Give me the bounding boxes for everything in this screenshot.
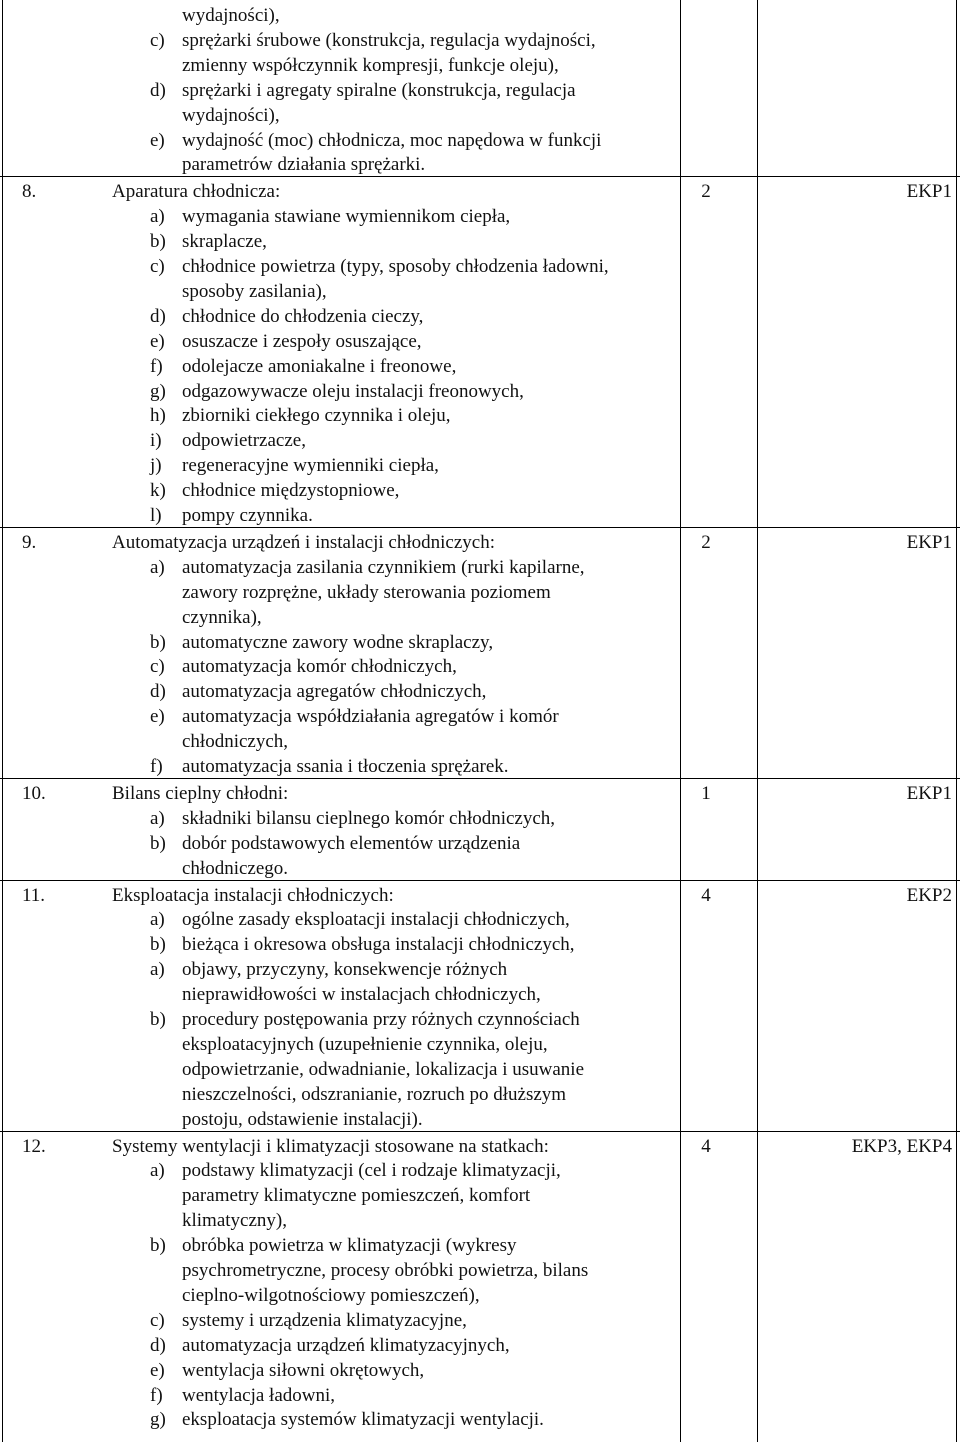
section-4-line-0-text: podstawy klimatyzacji (cel i rodzaje klimatyzacji, bbox=[182, 1160, 561, 1182]
section-3-line-4-marker: b) bbox=[150, 1009, 166, 1030]
section-4-line-6-marker: c) bbox=[150, 1309, 165, 1331]
section-2-line-1-text: dobór podstawowych elementów urządzenia bbox=[182, 832, 521, 854]
section-effects: EKP2 bbox=[906, 884, 952, 906]
section-1-line-6-marker: e) bbox=[150, 706, 165, 728]
section-0-line-10-text: regeneracyjne wymienniki ciepła, bbox=[182, 455, 439, 477]
section-1-line-3-marker: b) bbox=[150, 631, 166, 653]
section-4-line-7-marker: d) bbox=[150, 1334, 166, 1356]
section-4-line-8-text: wentylacja siłowni okrętowych, bbox=[182, 1359, 425, 1381]
continuation-line-1-marker: c) bbox=[150, 29, 165, 51]
section-4-line-6-text: systemy i urządzenia klimatyzacyjne, bbox=[182, 1309, 467, 1331]
section-4-line-9-text: wentylacja ładowni, bbox=[182, 1384, 336, 1406]
section-3-line-7-text: nieszczelności, odszranianie, rozruch po dłuższym bbox=[182, 1083, 567, 1105]
section-3-line-4-text: procedury postępowania przy różnych czynnościach bbox=[182, 1009, 580, 1030]
row-separator bbox=[0, 1131, 960, 1132]
section-title: Bilans cieplny chłodni: bbox=[112, 782, 289, 804]
section-0-line-9-marker: i) bbox=[150, 430, 162, 452]
section-1-line-3-text: automatyczne zawory wodne skraplaczy, bbox=[182, 631, 494, 653]
section-3-line-0-marker: a) bbox=[150, 909, 165, 931]
table-divider-content bbox=[680, 0, 681, 1442]
section-number: 11. bbox=[22, 884, 46, 906]
section-4-line-10-text: eksploatacja systemów klimatyzacji wentylacji. bbox=[182, 1409, 544, 1431]
row-separator bbox=[0, 176, 960, 177]
section-1-line-4-text: automatyzacja komór chłodniczych, bbox=[182, 656, 457, 678]
section-effects: EKP3, EKP4 bbox=[851, 1135, 952, 1157]
section-3-line-1-text: bieżąca i okresowa obsługa instalacji chłodniczych, bbox=[182, 934, 575, 956]
section-0-line-2-marker: c) bbox=[150, 256, 165, 277]
section-4-line-7-text: automatyzacja urządzeń klimatyzacyjnych, bbox=[182, 1334, 510, 1356]
section-1-line-8-text: automatyzacja ssania i tłoczenia sprężarek. bbox=[182, 756, 509, 777]
section-0-line-6-marker: f) bbox=[150, 355, 163, 377]
section-1-line-0-text: automatyzacja zasilania czynnikiem (rurki kapilarne, bbox=[182, 556, 585, 578]
section-0-line-7-text: odgazowywacze oleju instalacji freonowych, bbox=[182, 380, 524, 402]
section-1-line-7-text: chłodniczych, bbox=[182, 731, 289, 753]
section-title: Eksploatacja instalacji chłodniczych: bbox=[112, 884, 394, 906]
section-hours: 1 bbox=[701, 782, 711, 804]
section-hours: 2 bbox=[701, 531, 711, 553]
continuation-line-5-text: wydajność (moc) chłodnicza, moc napędowa w funkcji bbox=[182, 129, 602, 151]
continuation-line-5-marker: e) bbox=[150, 129, 165, 151]
continuation-line-2-text: zmienny współczynnik kompresji, funkcje oleju), bbox=[182, 54, 559, 76]
section-3-line-0-text: ogólne zasady eksploatacji instalacji chłodniczych, bbox=[182, 909, 570, 931]
section-3-line-6-text: odpowietrzanie, odwadnianie, lokalizacja i usuwanie bbox=[182, 1058, 585, 1080]
section-effects: EKP1 bbox=[906, 181, 952, 203]
section-1-line-5-marker: d) bbox=[150, 681, 166, 703]
table-divider-hours bbox=[757, 0, 758, 1442]
section-effects: EKP1 bbox=[906, 531, 952, 553]
section-4-line-5-text: cieplno-wilgotnościowy pomieszczeń), bbox=[182, 1284, 480, 1306]
section-0-line-10-marker: j) bbox=[150, 455, 162, 477]
section-2-line-1-marker: b) bbox=[150, 832, 166, 854]
section-0-line-0-marker: a) bbox=[150, 206, 165, 228]
section-number: 9. bbox=[22, 531, 37, 553]
row-separator bbox=[0, 880, 960, 881]
section-4-line-4-text: psychrometryczne, procesy obróbki powietrza, bilans bbox=[182, 1260, 589, 1281]
section-1-line-0-marker: a) bbox=[150, 556, 165, 578]
continuation-line-3-text: sprężarki i agregaty spiralne (konstrukcja, regulacja bbox=[182, 79, 576, 101]
continuation-line-4-text: wydajności), bbox=[182, 104, 280, 126]
section-0-line-12-marker: l) bbox=[150, 505, 162, 526]
section-3-line-2-text: objawy, przyczyny, konsekwencje różnych bbox=[182, 959, 508, 981]
section-0-line-0-text: wymagania stawiane wymiennikom ciepła, bbox=[182, 206, 511, 228]
section-1-line-2-text: czynnika), bbox=[182, 606, 262, 628]
row-separator bbox=[0, 527, 960, 528]
section-3-line-3-text: nieprawidłowości w instalacjach chłodniczych, bbox=[182, 984, 541, 1006]
section-0-line-6-text: odolejacze amoniakalne i freonowe, bbox=[182, 355, 457, 377]
section-title: Systemy wentylacji i klimatyzacji stosowane na statkach: bbox=[112, 1135, 549, 1157]
table-border-right bbox=[956, 0, 957, 1442]
section-0-line-2-text: chłodnice powietrza (typy, sposoby chłodzenia ładowni, bbox=[182, 256, 609, 277]
section-hours: 2 bbox=[701, 181, 711, 203]
section-0-line-11-text: chłodnice międzystopniowe, bbox=[182, 480, 400, 502]
section-number: 10. bbox=[22, 782, 46, 804]
section-0-line-9-text: odpowietrzacze, bbox=[182, 430, 306, 452]
section-0-line-4-marker: d) bbox=[150, 305, 166, 327]
section-title: Automatyzacja urządzeń i instalacji chłodniczych: bbox=[112, 531, 495, 553]
section-0-line-1-marker: b) bbox=[150, 231, 166, 253]
section-title: Aparatura chłodnicza: bbox=[112, 181, 281, 203]
section-3-line-5-text: eksploatacyjnych (uzupełnienie czynnika, oleju, bbox=[182, 1033, 548, 1055]
section-1-line-6-text: automatyzacja współdziałania agregatów i komór bbox=[182, 706, 559, 728]
section-4-line-2-text: klimatyczny), bbox=[182, 1210, 287, 1232]
section-1-line-8-marker: f) bbox=[150, 756, 163, 777]
section-0-line-5-text: osuszacze i zespoły osuszające, bbox=[182, 330, 422, 352]
section-0-line-3-text: sposoby zasilania), bbox=[182, 280, 327, 302]
section-hours: 4 bbox=[701, 884, 711, 906]
section-4-line-9-marker: f) bbox=[150, 1384, 163, 1406]
section-3-line-2-marker: a) bbox=[150, 959, 165, 981]
section-0-line-7-marker: g) bbox=[150, 380, 166, 402]
section-number: 8. bbox=[22, 181, 37, 203]
section-3-line-8-text: postoju, odstawienie instalacji). bbox=[182, 1108, 423, 1130]
section-2-line-0-text: składniki bilansu cieplnego komór chłodniczych, bbox=[182, 807, 556, 829]
section-0-line-12-text: pompy czynnika. bbox=[182, 505, 313, 526]
section-2-line-0-marker: a) bbox=[150, 807, 165, 829]
continuation-line-0-text: wydajności), bbox=[182, 5, 280, 26]
section-3-line-1-marker: b) bbox=[150, 934, 166, 956]
section-hours: 4 bbox=[701, 1135, 711, 1157]
section-4-line-3-marker: b) bbox=[150, 1235, 166, 1257]
section-1-line-4-marker: c) bbox=[150, 656, 165, 678]
section-number: 12. bbox=[22, 1135, 46, 1157]
table-border-left bbox=[2, 0, 3, 1442]
section-4-line-3-text: obróbka powietrza w klimatyzacji (wykresy bbox=[182, 1235, 517, 1257]
continuation-line-3-marker: d) bbox=[150, 79, 166, 101]
section-0-line-11-marker: k) bbox=[150, 480, 166, 502]
section-1-line-5-text: automatyzacja agregatów chłodniczych, bbox=[182, 681, 487, 703]
section-0-line-5-marker: e) bbox=[150, 330, 165, 352]
section-0-line-8-marker: h) bbox=[150, 405, 166, 427]
section-4-line-10-marker: g) bbox=[150, 1409, 166, 1431]
section-effects: EKP1 bbox=[906, 782, 952, 804]
continuation-line-6-text: parametrów działania sprężarki. bbox=[182, 154, 426, 176]
section-1-line-1-text: zawory rozprężne, układy sterowania poziomem bbox=[182, 581, 551, 603]
section-0-line-8-text: zbiorniki ciekłego czynnika i oleju, bbox=[182, 405, 451, 427]
section-0-line-1-text: skraplacze, bbox=[182, 231, 267, 253]
section-4-line-1-text: parametry klimatyczne pomieszczeń, komfort bbox=[182, 1185, 531, 1207]
section-2-line-2-text: chłodniczego. bbox=[182, 857, 289, 879]
section-0-line-4-text: chłodnice do chłodzenia cieczy, bbox=[182, 305, 424, 327]
section-4-line-8-marker: e) bbox=[150, 1359, 165, 1381]
section-4-line-0-marker: a) bbox=[150, 1160, 165, 1182]
row-separator bbox=[0, 778, 960, 779]
continuation-line-1-text: sprężarki śrubowe (konstrukcja, regulacja wydajności, bbox=[182, 29, 596, 51]
